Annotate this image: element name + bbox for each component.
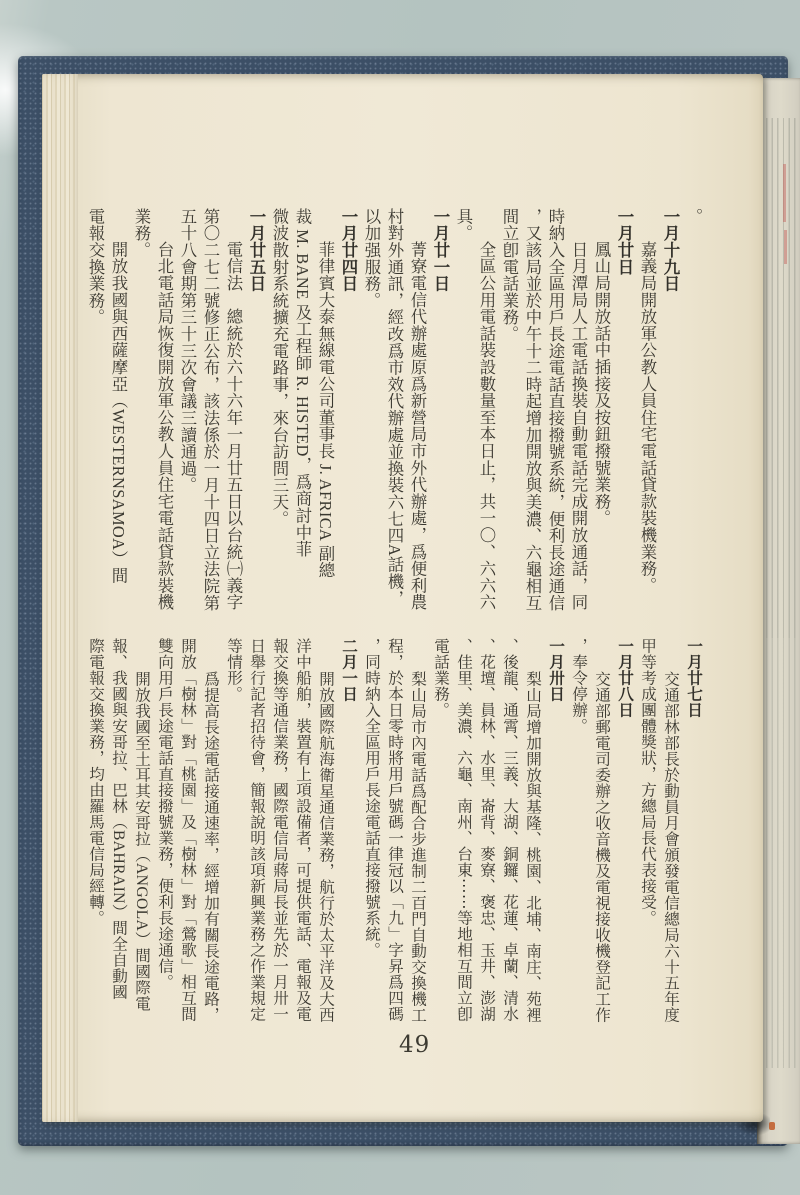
text-column: 雙向用戶長途電話直接撥號業務，便利長途通信。 [156,638,173,990]
text-column: 具。 [454,208,473,242]
text-column: 電信法 總統於六十六年一月廿五日以台統㈠義字 [224,241,243,611]
page-number: 49 [399,1032,431,1058]
text-column: 報、我國與安哥拉、巴林（BAHRAIN）間全自動國 [110,638,127,1000]
text-column: 報交換等通信業務，國際電信局蔣局長並先於一月卅一 [271,638,288,1022]
text-column: 一月廿八日 [616,638,633,718]
red-showthrough-mark [783,164,786,222]
text-column: 。 [684,208,703,225]
text-column: 以加强服務。 [362,208,381,309]
orange-speck [769,1122,775,1130]
red-showthrough-mark [784,230,787,264]
text-column: 一月廿四日 [339,208,358,292]
text-column: 嘉義局開放軍公教人員住宅電話貸款裝機業務。 [638,241,657,594]
text-column: 交通部林部長於動員月會頒發電信總局六十五年度 [662,671,679,1023]
text-column: 一月廿日 [615,208,634,276]
text-column: ，又該局並於中午十二時起增加開放與美濃、六龜相互 [523,208,542,612]
showthrough-text-lower [766,638,798,1068]
text-column: 開放我國至土耳其安哥拉（ANGOLA）間國際電 [133,671,150,1012]
text-column: 爲提高長途電話接通速率，經增加有關長途電路， [202,671,219,1023]
text-column: 裁 M. BANE 及工程師 R. HISTED，爲商討中菲 [293,208,312,558]
text-column: 程，於本日零時將用戶號碼一律冠以「九」字昇爲四碼 [386,638,403,1022]
text-column: ，奉令停辦。 [570,638,587,734]
text-column: 開放國際航海衛星通信業務，航行於太平洋及大西 [317,671,334,1023]
text-column: 二月一日 [340,638,357,702]
showthrough-text-upper [766,118,798,638]
text-column: 、佳里、美濃、六龜、南州、台東⋯⋯等地相互間立卽 [455,638,472,1022]
text-column: 微波散射系統擴充電路事，來台訪問三天。 [270,208,289,528]
page-gutter-edges [42,74,78,1122]
text-column: 開放我國與西薩摩亞（WESTERNSAMOA）間 [109,241,128,584]
text-column: 電報交換業務。 [86,208,105,326]
book-page [42,74,763,1122]
text-column: 第〇二七二號修正公布，該法係於一月十四日立法院第 [201,208,220,612]
text-column: 一月十九日 [661,208,680,292]
text-column: 時納入全區用戶長途電話直接撥號系統，便利長途通信 [546,208,565,612]
text-column: 一月卅日 [547,638,564,702]
text-column: 等情形。 [225,638,242,702]
text-column: 村對外通訊，經改爲市效代辦處並換裝六七四A話機， [385,208,404,607]
fore-edge-pages [757,78,800,1144]
text-column: 菲律賓大泰無線電公司董事長 J. AFRICA 副總 [316,241,335,579]
text-column: 鳳山局開放話中插接及按鈕撥號業務。 [592,241,611,527]
text-column: 梨山局增加開放與基隆、桃園、北埔、南庄、苑裡 [524,671,541,1023]
text-column: 、後龍、通霄、三義、大湖、銅鑼、花蓮、卓蘭、清水 [501,638,518,1022]
text-column: 一月廿一日 [431,208,450,292]
text-column: 際電報交換業務，均由羅馬電信局經轉。 [87,638,104,926]
text-column: 梨山局市內電話爲配合步進制二百門自動交換機工 [409,671,426,1023]
text-column: 甲等考成團體獎狀，方總局長代表接受。 [639,638,656,926]
text-column: 、花壇、員林、水里、崙背、麥寮、褒忠、玉井、澎湖 [478,638,495,1022]
text-column: 一月廿五日 [247,208,266,292]
text-band-lower [83,638,705,1023]
text-column: 菁寮電信代辦處原爲新營局市外代辦處，爲便利農 [408,241,427,611]
text-column: 日舉行記者招待會，簡報說明該項新興業務之作業規定 [248,638,265,1022]
text-column: 業務。 [132,208,151,259]
text-column: 洋中船舶，裝置有上項設備者，可提供電話、電報及電 [294,638,311,1022]
text-column: 交通部郵電司委辦之收音機及電視接收機登記工作 [593,671,610,1023]
text-column: ，同時納入全區用戶長途電話直接撥號系統。 [363,638,380,958]
text-column: 五十八會期第三十三次會議三讀通過。 [178,208,197,494]
text-column: 開放「樹林」對「桃園」及「樹林」對「鶯歌」相互間 [179,638,196,1022]
text-column: 電話業務。 [432,638,449,718]
text-column: 一月廿七日 [685,638,702,718]
text-column: 間立卽電話業務。 [500,208,519,343]
text-column: 全區公用電話裝設數量至本日止，共一〇、六六六 [477,241,496,611]
text-column: 台北電話局恢復開放軍公教人員住宅電話貸款裝機 [155,241,174,611]
text-column: 日月潭局人工電話換裝自動電話完成開放通話，同 [569,241,588,611]
text-band-upper [83,208,705,610]
